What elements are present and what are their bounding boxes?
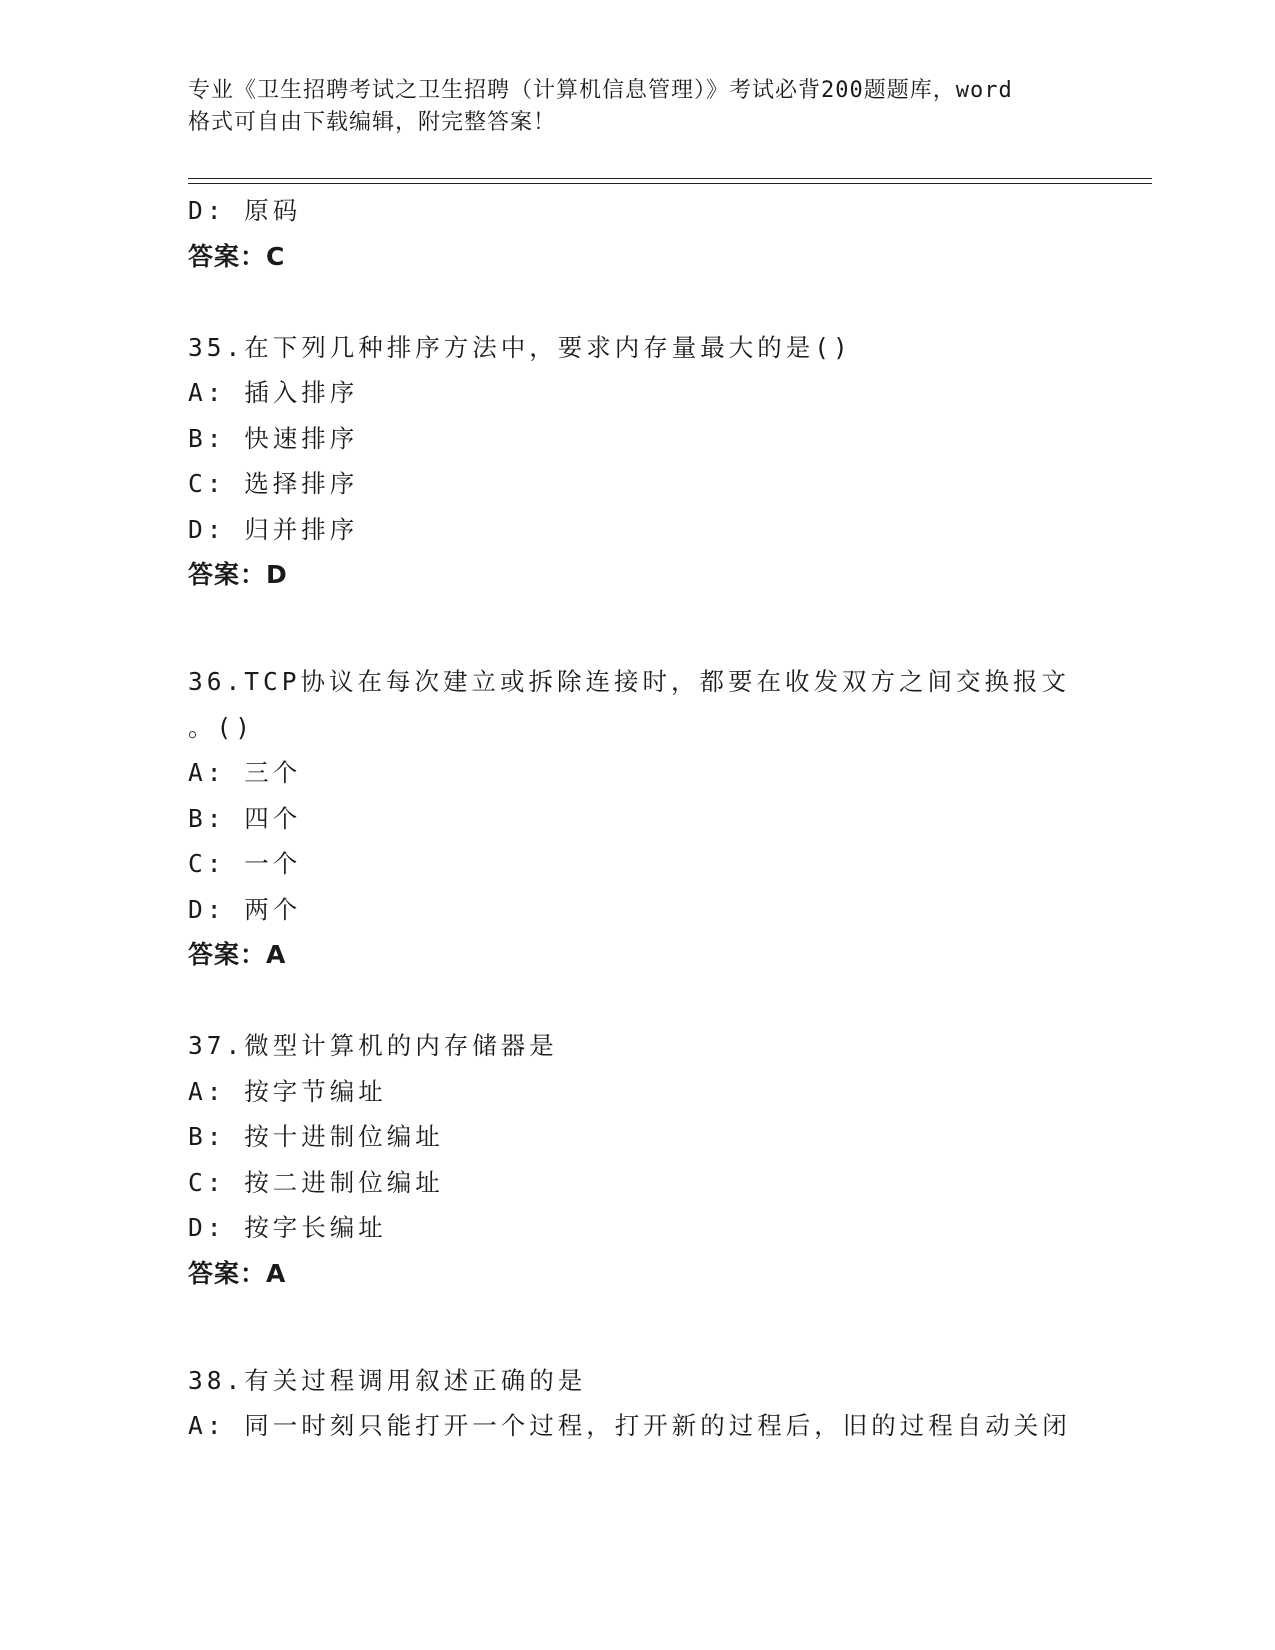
answer-label: 答案：D [188, 560, 288, 589]
option-a: A: 插入排序 [188, 378, 359, 407]
spacer [188, 1342, 1088, 1358]
question-37 [188, 1023, 1088, 1296]
header-divider-bottom [188, 183, 1152, 184]
option-d: D: 按字长编址 [188, 1213, 387, 1242]
option-b: B: 按十进制位编址 [188, 1122, 444, 1151]
question-list [188, 188, 1088, 1449]
spacer [188, 643, 1088, 659]
header-divider-top [188, 178, 1152, 179]
answer-label: 答案：A [188, 1258, 287, 1288]
answer-label: 答案：A [188, 940, 287, 969]
spacer [188, 1296, 1088, 1342]
question-stem-line-1: 36.TCP协议在每次建立或拆除连接时，都要在收发双方之间交换报文 [188, 667, 1070, 696]
question-stem: 35.在下列几种排序方法中，要求内存量最大的是() [188, 332, 852, 362]
answer-label: 答案：C [188, 241, 286, 271]
question-34-tail [188, 188, 1088, 279]
question-stem: 37.微型计算机的内存储器是 [188, 1031, 558, 1060]
header-title-line-2: 格式可自由下载编辑，附完整答案！ [188, 110, 557, 135]
option-c: C: 按二进制位编址 [188, 1167, 444, 1197]
option-c: C: 选择排序 [188, 469, 359, 498]
question-stem: 38.有关过程调用叙述正确的是 [188, 1365, 587, 1395]
option-a: A: 同一时刻只能打开一个过程，打开新的过程后，旧的过程自动关闭 [188, 1411, 1071, 1440]
option-c: C: 一个 [188, 849, 302, 878]
option-d: D: 原码 [188, 196, 302, 225]
option-d: D: 两个 [188, 894, 302, 924]
spacer [188, 598, 1088, 644]
spacer [188, 279, 1088, 325]
question-38 [188, 1358, 1088, 1449]
question-35 [188, 325, 1088, 598]
option-b: B: 快速排序 [188, 423, 359, 453]
question-36 [188, 659, 1088, 978]
question-stem-line-2: 。() [188, 712, 255, 742]
option-a: A: 按字节编址 [188, 1076, 387, 1106]
spacer [188, 978, 1088, 1024]
document-header [188, 75, 1088, 139]
option-b: B: 四个 [188, 803, 302, 833]
header-title-line-1: 专业《卫生招聘考试之卫生招聘（计算机信息管理）》考试必背200题题库，word [188, 78, 1013, 103]
option-a: A: 三个 [188, 758, 302, 787]
option-d: D: 归并排序 [188, 514, 359, 544]
